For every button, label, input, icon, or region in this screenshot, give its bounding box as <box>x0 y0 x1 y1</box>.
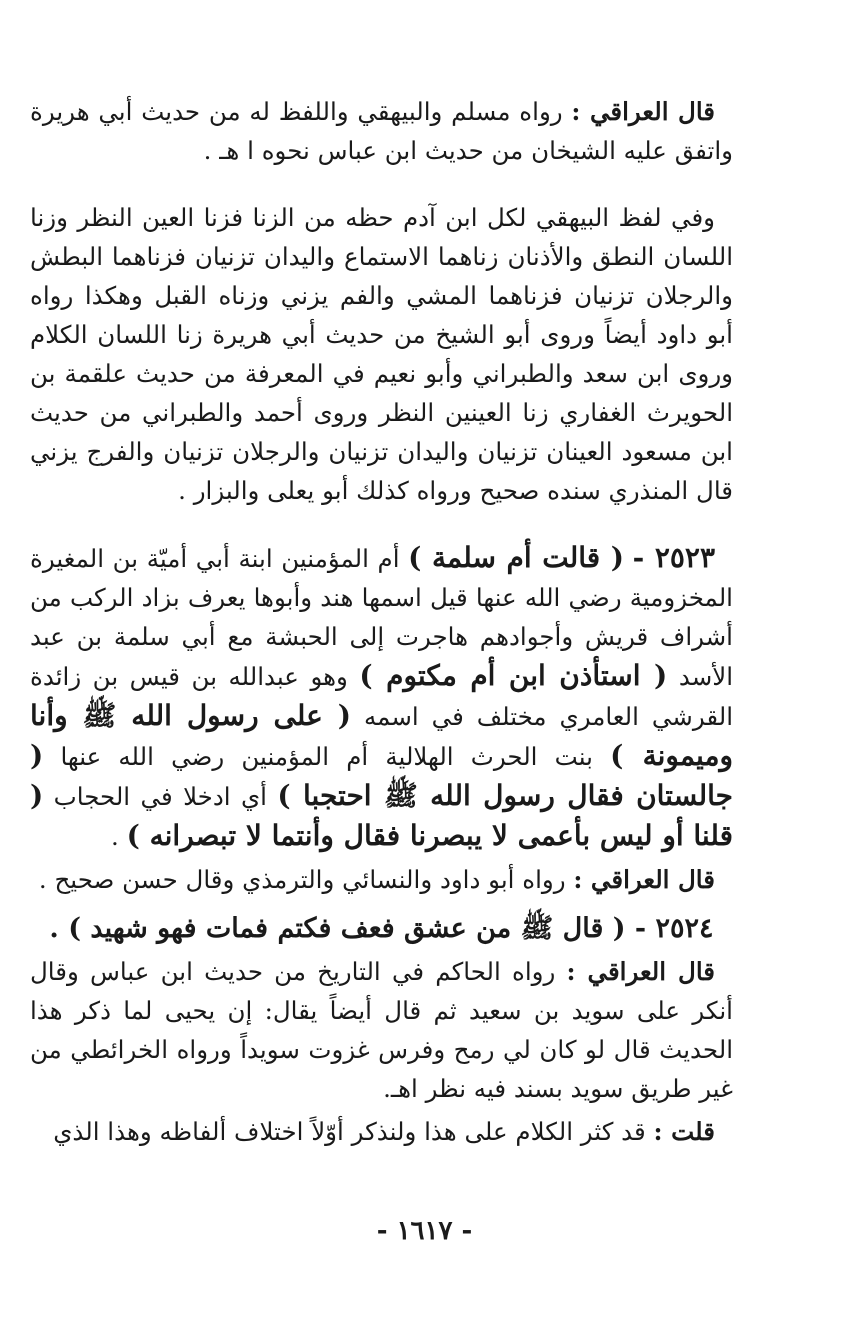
paragraph-iraqi-2 <box>30 860 733 899</box>
hadith-title-text: ٢٥٢٤ - ( قال ﷺ من عشق فعف فكتم فمات فهو شهيد ) . <box>49 913 714 944</box>
hadith-quote: ( استأذن ابن أم مكتوم ) <box>359 659 668 692</box>
end-mark: . <box>111 822 119 851</box>
commentary-text: أي ادخلا في الحجاب <box>53 782 267 811</box>
hadith-number: ٢٥٢٣ - <box>632 541 715 574</box>
page-body <box>30 92 733 1272</box>
hadith-2524 <box>30 909 733 948</box>
paragraph-text: رواه أبو داود والنسائي والترمذي وقال حسن صحيح . <box>38 865 566 894</box>
page-number: - ١٦١٧ - <box>376 1216 473 1246</box>
commentary-text: وهو عبدالله بن قيس بن زائدة القرشي العامري مختلف في اسمه <box>30 662 734 731</box>
hadith-2523 <box>30 538 733 856</box>
paragraph-author-note <box>30 1112 733 1151</box>
hadith-quote: ( قلنا أو ليس بأعمى لا يبصرنا فقال وأنتما لا تبصرانه ) <box>30 779 733 852</box>
speaker-label: قلت : <box>653 1117 715 1146</box>
hadith-quote: ( جالستان فقال رسول الله ﷺ احتجبا ) <box>30 739 733 812</box>
commentary-text: بنت الحرث الهلالية أم المؤمنين رضي الله عنها <box>60 742 593 771</box>
paragraph-text: رواه مسلم والبيهقي واللفظ له من حديث أبي هريرة واتفق عليه الشيخان من حديث ابن عباس نحوه ا هـ . <box>30 97 733 165</box>
speaker-label: قال العراقي : <box>566 957 715 986</box>
paragraph-text: وفي لفظ البيهقي لكل ابن آدم حظه من الزنا فزنا العين النظر وزنا اللسان النطق والأذنان زناهما الاستماع واليدان تزنيان فزناهما البطش والرجلان تزنيان فزناهما المشي والفم يزني وزناه القبل وهكذا رواه أبو داود أيضاً وروى أبو الشيخ من حديث أبي هريرة زنا اللسان الكلام وروى ابن سعد والطبراني وأبو نعيم في المعرفة من حديث علقمة بن الحويرث الغفاري زنا العينين النظر وروى أحمد والطبراني من حديث ابن مسعود العينان تزنيان واليدان تزنيان والرجلان تزنيان والفرج يزني قال المنذري سنده صحيح ورواه كذلك أبو يعلى والبزار . <box>30 203 733 505</box>
speaker-label: قال العراقي : <box>571 97 715 126</box>
hadith-quote: ( على رسول الله ﷺ وأنا وميمونة ) <box>30 699 733 772</box>
paragraph-text: رواه الحاكم في التاريخ من حديث ابن عباس وقال أنكر على سويد بن سعيد ثم قال أيضاً يقال: إن يحيى لما ذكر هذا الحديث قال لو كان لي رمح وفرس غزوت سويداً ورواه الخرائطي من غير طريق سويد بسند فيه نظر اهـ. <box>30 957 733 1103</box>
paragraph-bayhaqi <box>30 198 733 510</box>
paragraph-iraqi-3 <box>30 952 733 1108</box>
paragraph-text: قد كثر الكلام على هذا ولنذكر أوّلاً اختلاف ألفاظه وهذا الذي <box>53 1117 646 1146</box>
paragraph-iraqi-1 <box>30 92 733 170</box>
hadith-quote: ( قالت أم سلمة ) <box>408 541 624 574</box>
commentary-text: أم المؤمنين ابنة أبي أميّة بن المغيرة المخزومية رضي الله عنها قيل اسمها هند وأبوها يعرف بزاد الركب من أشراف قريش وأجوادهم هاجرت إلى الحبشة مع أبي سلمة بن عبد الأسد <box>30 544 733 691</box>
speaker-label: قال العراقي : <box>573 865 715 894</box>
